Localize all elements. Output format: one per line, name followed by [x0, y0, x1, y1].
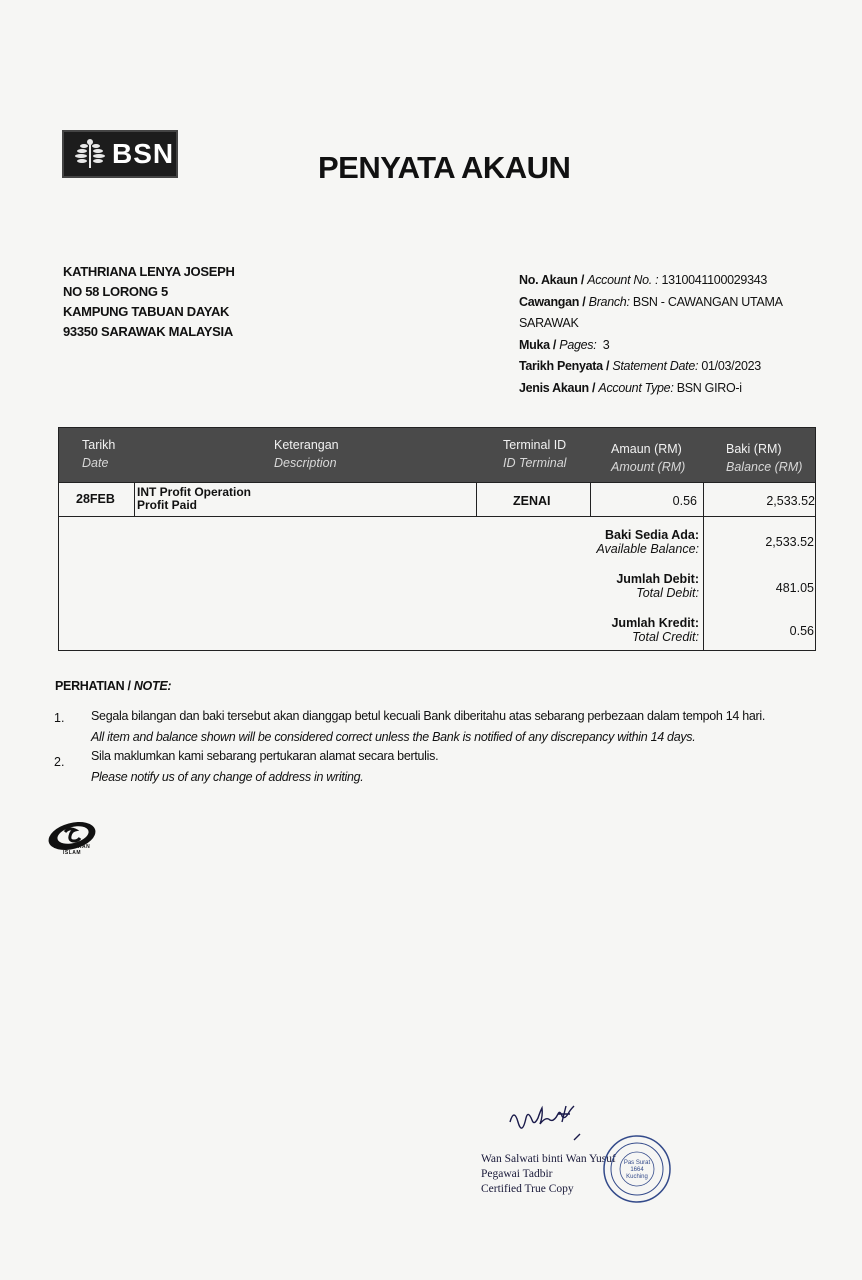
- description-line: Profit Paid: [137, 498, 198, 512]
- account-type-line: [519, 378, 783, 400]
- header-label: Amaun (RM): [611, 442, 682, 456]
- logo-brand: BSN: [112, 138, 175, 169]
- label: No. Akaun /: [519, 273, 584, 287]
- summary-label-en: Total Credit:: [632, 630, 699, 644]
- header-label: Baki (RM): [726, 442, 782, 456]
- label: Statement Date:: [612, 359, 699, 373]
- total-debit-label: [616, 572, 699, 600]
- address-line: KAMPUNG TABUAN DAYAK: [63, 304, 230, 319]
- note-text-ms: Sila maklumkan kami sebarang pertukaran alamat secara bertulis.: [91, 749, 439, 763]
- label: Account Type:: [598, 380, 674, 395]
- header-label-en: Amount (RM): [611, 460, 686, 474]
- perbankan-islam-text: [46, 844, 98, 856]
- header-label: Keterangan: [274, 438, 339, 452]
- islam-text: ISLAM: [62, 850, 82, 856]
- statement-date: 01/03/2023: [701, 359, 761, 373]
- row-balance: 2,533.52: [766, 494, 815, 508]
- summary-label: Jumlah Kredit:: [611, 616, 699, 630]
- notes-heading: [55, 679, 171, 693]
- note-item: [91, 746, 831, 788]
- row-date: 28FEB: [76, 492, 115, 506]
- label: Cawangan /: [519, 294, 586, 309]
- summary-label-en: Available Balance:: [596, 542, 699, 556]
- page-title: PENYATA AKAUN: [318, 150, 571, 185]
- note-number: 2.: [54, 755, 65, 769]
- label: Pages:: [559, 337, 597, 352]
- address-line: NO 58 LORONG 5: [63, 284, 168, 299]
- signature: [480, 1100, 600, 1154]
- customer-address: [63, 262, 235, 342]
- header-label: Terminal ID: [503, 438, 567, 452]
- account-number: 1310041100029343: [661, 273, 768, 287]
- header-amount: [611, 440, 685, 476]
- header-label-en: Balance (RM): [726, 460, 803, 474]
- total-credit-label: [611, 616, 699, 644]
- label: Muka /: [519, 337, 557, 352]
- note-item: [91, 706, 831, 748]
- branch-line: [519, 292, 783, 314]
- perbankan-text: PERBANKAN: [53, 844, 91, 850]
- row-terminal-cell: [477, 483, 591, 516]
- summary-label: Jumlah Debit:: [616, 572, 699, 586]
- officer-position: Pegawai Tadbir: [481, 1168, 553, 1180]
- address-line: KATHRIANA LENYA JOSEPH: [63, 264, 235, 279]
- row-description-cell: [135, 483, 477, 516]
- row-description: [137, 486, 251, 512]
- pages-line: [519, 335, 783, 357]
- table-row: [59, 482, 815, 517]
- statement-date-line: [519, 356, 783, 378]
- table-header: [59, 428, 815, 482]
- note-text-en: All item and balance shown will be considered correct unless the Bank is notified of any discrepancy within 14 days.: [91, 730, 696, 744]
- stamp-line: Kuching: [626, 1174, 648, 1180]
- note-text-en: Please notify us of any change of address in writing.: [91, 770, 364, 784]
- summary-label: Baki Sedia Ada:: [604, 528, 699, 542]
- row-amount: 0.56: [672, 494, 697, 508]
- note-text-ms: Segala bilangan dan baki tersebut akan dianggap betul kecuali Bank diberitahu atas sebarang perbezaan dalam tempoh 14 hari.: [91, 709, 766, 723]
- label: Jenis Akaun /: [519, 380, 596, 395]
- total-debit-value: 481.05: [775, 581, 814, 595]
- stamp-line: Pas Surat: [623, 1160, 651, 1166]
- account-type: BSN GIRO-i: [676, 380, 742, 395]
- account-info: [519, 270, 783, 399]
- transactions-table: [58, 427, 816, 651]
- tree-icon: [72, 136, 108, 172]
- branch-name: BSN - CAWANGAN UTAMA: [632, 294, 783, 309]
- available-balance-label: [596, 528, 699, 556]
- summary-divider: [703, 516, 704, 650]
- row-balance-cell: [704, 483, 815, 516]
- address-line: 93350 SARAWAK MALAYSIA: [63, 324, 233, 339]
- header-label: Tarikh: [82, 438, 116, 452]
- certification-block: [481, 1152, 616, 1197]
- row-terminal: ZENAI: [513, 494, 551, 508]
- total-credit-value: 0.56: [789, 624, 814, 638]
- note-number: 1.: [54, 711, 65, 725]
- page-count: 3: [602, 337, 610, 352]
- available-balance-value: 2,533.52: [765, 535, 814, 549]
- label: Tarikh Penyata /: [519, 359, 610, 373]
- header-label-en: Date: [82, 456, 109, 470]
- official-stamp: [602, 1134, 672, 1204]
- row-amount-cell: [591, 483, 704, 516]
- summary-label-en: Total Debit:: [636, 586, 699, 600]
- header-terminal: [503, 436, 566, 472]
- header-date: [82, 436, 115, 472]
- notes-heading-en: NOTE:: [133, 679, 172, 693]
- account-number-line: [519, 270, 783, 292]
- row-date-cell: [59, 483, 135, 516]
- officer-name: Wan Salwati binti Wan Yusuf: [481, 1153, 616, 1165]
- bsn-logo: [62, 130, 178, 178]
- stamp-line: 1664: [630, 1167, 644, 1173]
- branch-line-2: SARAWAK: [519, 316, 579, 330]
- label: Branch:: [588, 294, 630, 309]
- header-balance: [726, 440, 802, 476]
- header-label-en: Description: [274, 456, 337, 470]
- header-label-en: ID Terminal: [503, 456, 567, 470]
- notes-heading-ms: PERHATIAN /: [55, 679, 131, 693]
- description-line: INT Profit Operation: [137, 485, 251, 499]
- label: Account No. :: [587, 273, 659, 287]
- header-description: [274, 436, 339, 472]
- certified-note: Certified True Copy: [481, 1183, 574, 1195]
